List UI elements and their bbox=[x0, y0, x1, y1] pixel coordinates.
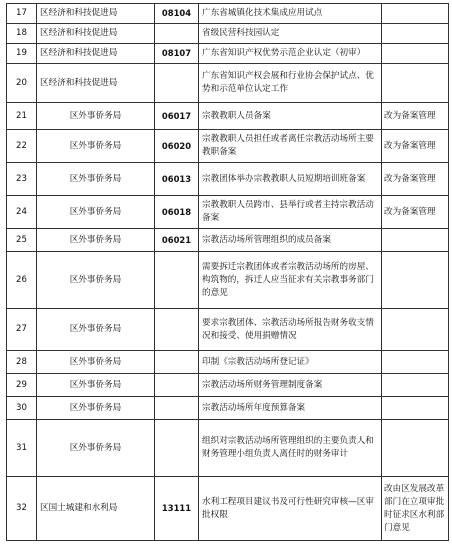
department-cell: 区外事侨务局 bbox=[37, 130, 155, 163]
department-cell: 区外事侨务局 bbox=[37, 309, 155, 351]
remark-cell: 改为备案管理 bbox=[382, 196, 449, 229]
abolished-items-table bbox=[6, 3, 449, 541]
department-cell: 区外事侨务局 bbox=[37, 196, 155, 229]
item-name-cell: 广东省城镇化技术集成应用试点 bbox=[199, 4, 382, 24]
remark-cell: 改为备案管理 bbox=[382, 130, 449, 163]
row-number: 28 bbox=[7, 351, 37, 374]
table-row bbox=[7, 374, 449, 397]
remark-cell bbox=[382, 4, 449, 24]
item-name-cell: 宗教活动场所财务管理制度备案 bbox=[199, 374, 382, 397]
department-cell: 区经济和科技促进局 bbox=[37, 24, 155, 44]
item-code-cell bbox=[155, 397, 199, 420]
row-number: 23 bbox=[7, 163, 37, 196]
remark-cell bbox=[382, 351, 449, 374]
item-code-cell bbox=[155, 420, 199, 477]
row-number: 32 bbox=[7, 477, 37, 541]
row-number: 31 bbox=[7, 420, 37, 477]
item-code-cell: 08107 bbox=[155, 44, 199, 64]
item-code-cell: 06020 bbox=[155, 130, 199, 163]
item-code-cell: 08104 bbox=[155, 4, 199, 24]
table-row bbox=[7, 196, 449, 229]
table-row bbox=[7, 229, 449, 252]
item-code-cell bbox=[155, 374, 199, 397]
table-row bbox=[7, 252, 449, 309]
department-cell: 区外事侨务局 bbox=[37, 374, 155, 397]
item-name-cell: 宗教团体举办宗教教职人员短期培训班备案 bbox=[199, 163, 382, 196]
item-name-cell: 组织对宗教活动场所管理组织的主要负责人和财务管理小组负责人离任时的财务审计 bbox=[199, 420, 382, 477]
item-code-cell bbox=[155, 309, 199, 351]
item-code-cell: 06018 bbox=[155, 196, 199, 229]
table-row bbox=[7, 163, 449, 196]
item-code-cell bbox=[155, 252, 199, 309]
row-number: 22 bbox=[7, 130, 37, 163]
remark-cell bbox=[382, 24, 449, 44]
item-name-cell: 要求宗教团体、宗教活动场所报告财务收支情况和接受、使用捐赠情况 bbox=[199, 309, 382, 351]
remark-cell bbox=[382, 44, 449, 64]
row-number: 21 bbox=[7, 103, 37, 130]
remark-cell bbox=[382, 374, 449, 397]
department-cell: 区外事侨务局 bbox=[37, 163, 155, 196]
item-code-cell: 06013 bbox=[155, 163, 199, 196]
item-code-cell: 06017 bbox=[155, 103, 199, 130]
item-code-cell: 06021 bbox=[155, 229, 199, 252]
table-row bbox=[7, 309, 449, 351]
item-name-cell: 宗教活动场所年度预算备案 bbox=[199, 397, 382, 420]
department-cell: 区外事侨务局 bbox=[37, 397, 155, 420]
item-name-cell: 水利工程项目建议书及可行性研究审核—区审批权限 bbox=[199, 477, 382, 541]
item-code-cell bbox=[155, 24, 199, 44]
remark-cell bbox=[382, 229, 449, 252]
department-cell: 区外事侨务局 bbox=[37, 351, 155, 374]
remark-cell: 改为备案管理 bbox=[382, 103, 449, 130]
row-number: 24 bbox=[7, 196, 37, 229]
row-number: 20 bbox=[7, 64, 37, 103]
remark-cell bbox=[382, 64, 449, 103]
remark-cell: 改由区发展改革部门在立项审批时征求区水利部门意见 bbox=[382, 477, 449, 541]
item-name-cell: 广东省知识产权优势示范企业认定（初审） bbox=[199, 44, 382, 64]
item-name-cell: 宗教教职人员备案 bbox=[199, 103, 382, 130]
item-name-cell: 宗教教职人员担任或者离任宗教活动场所主要教职备案 bbox=[199, 130, 382, 163]
remark-cell bbox=[382, 397, 449, 420]
table-row bbox=[7, 103, 449, 130]
table-row bbox=[7, 477, 449, 541]
item-code-cell bbox=[155, 64, 199, 103]
remark-cell bbox=[382, 420, 449, 477]
department-cell: 区外事侨务局 bbox=[37, 229, 155, 252]
table-row bbox=[7, 420, 449, 477]
table-body bbox=[7, 4, 449, 541]
row-number: 19 bbox=[7, 44, 37, 64]
remark-cell bbox=[382, 252, 449, 309]
row-number: 25 bbox=[7, 229, 37, 252]
item-code-cell bbox=[155, 351, 199, 374]
remark-cell: 改为备案管理 bbox=[382, 163, 449, 196]
row-number: 27 bbox=[7, 309, 37, 351]
department-cell: 区外事侨务局 bbox=[37, 103, 155, 130]
item-name-cell: 需要拆迁宗教团体或者宗教活动场所的房屋、构筑物的，拆迁人应当征求有关宗教事务部门的意见 bbox=[199, 252, 382, 309]
row-number: 17 bbox=[7, 4, 37, 24]
table-row bbox=[7, 44, 449, 64]
table-row bbox=[7, 24, 449, 44]
item-name-cell: 宗教活动场所管理组织的成员备案 bbox=[199, 229, 382, 252]
row-number: 18 bbox=[7, 24, 37, 44]
item-name-cell: 印制《宗教活动场所登记证》 bbox=[199, 351, 382, 374]
department-cell: 区经济和科技促进局 bbox=[37, 44, 155, 64]
item-name-cell: 宗教教职人员跨市、县举行或者主持宗教活动备案 bbox=[199, 196, 382, 229]
table-row bbox=[7, 4, 449, 24]
item-name-cell: 广东省知识产权会展和行业协会保护试点、优势和示范单位认定工作 bbox=[199, 64, 382, 103]
remark-cell bbox=[382, 309, 449, 351]
department-cell: 区外事侨务局 bbox=[37, 252, 155, 309]
row-number: 29 bbox=[7, 374, 37, 397]
row-number: 30 bbox=[7, 397, 37, 420]
table-row bbox=[7, 397, 449, 420]
row-number: 26 bbox=[7, 252, 37, 309]
table-row bbox=[7, 130, 449, 163]
item-code-cell: 13111 bbox=[155, 477, 199, 541]
department-cell: 区国土城建和水利局 bbox=[37, 477, 155, 541]
table-row bbox=[7, 351, 449, 374]
table-row bbox=[7, 64, 449, 103]
item-name-cell: 省级民营科技园认定 bbox=[199, 24, 382, 44]
department-cell: 区经济和科技促进局 bbox=[37, 64, 155, 103]
department-cell: 区经济和科技促进局 bbox=[37, 4, 155, 24]
department-cell: 区外事侨务局 bbox=[37, 420, 155, 477]
